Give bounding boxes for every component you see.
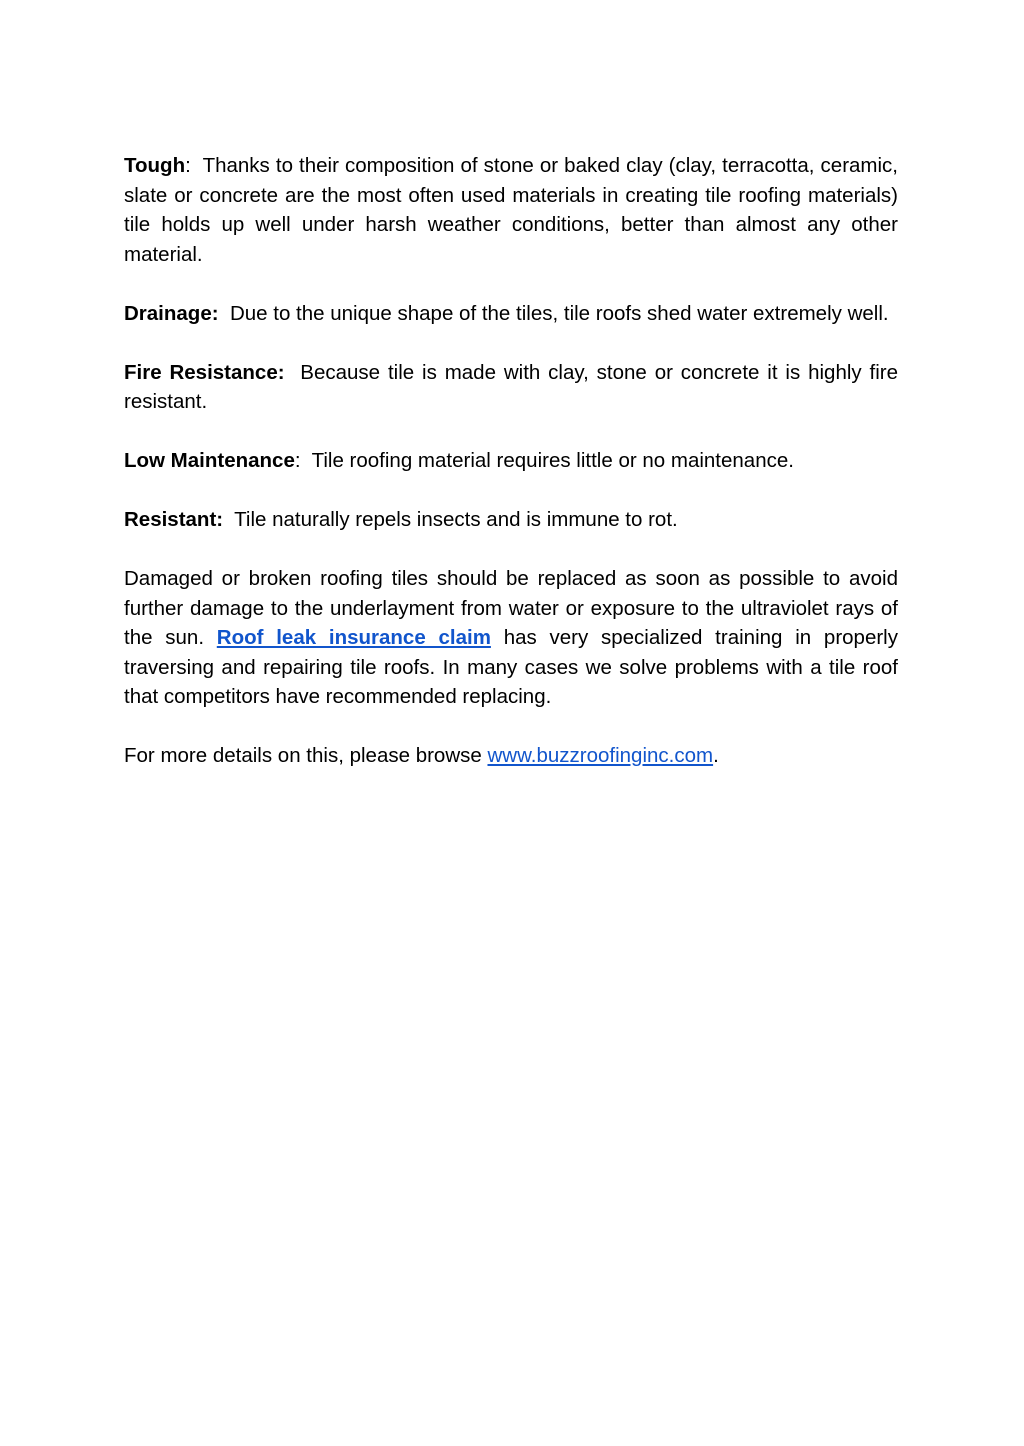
description-drainage: Due to the unique shape of the tiles, tile roofs shed water extremely well.	[218, 301, 889, 325]
description-resistant: Tile naturally repels insects and is immune to rot.	[223, 508, 678, 531]
text-after-link: has very specialized training in properly traversing and repairing tile roofs. In many cases we solve problems with a tile roof that competitors have recommended replacing.	[124, 626, 898, 708]
separator: :	[294, 449, 301, 472]
text-before-link: For more details on this, please browse	[124, 744, 488, 767]
description-fire-resistance: Because tile is made with clay, stone or concrete it is highly fire resistant.	[124, 360, 904, 413]
paragraph-resistant	[124, 505, 898, 535]
paragraph-fire-resistance	[124, 358, 904, 417]
term-drainage: Drainage:	[124, 301, 219, 325]
separator: :	[185, 154, 191, 177]
term-fire-resistance: Fire Resistance:	[124, 360, 285, 384]
term-low-maintenance: Low Maintenance	[124, 449, 295, 472]
roof-leak-insurance-claim-link[interactable]: Roof leak insurance claim	[216, 626, 491, 649]
paragraph-low-maintenance	[124, 446, 898, 476]
term-resistant: Resistant:	[124, 508, 224, 531]
term-tough: Tough	[124, 154, 186, 177]
text-after-link: .	[713, 744, 719, 767]
text-before-link: Damaged or broken roofing tiles should be replaced as soon as possible to avoid further damage to the underlayment from water or exposure to the ultraviolet rays of the sun.	[124, 567, 898, 649]
description-tough: Thanks to their composition of stone or baked clay (clay, terracotta, ceramic, slate or concrete are the most often used materials in creating tile roofing materials) tile holds up well under harsh weather conditions, better than almost any other material.	[124, 154, 904, 266]
paragraph-damaged-tiles	[124, 564, 898, 712]
paragraph-tough	[124, 151, 904, 269]
website-link[interactable]: www.buzzroofinginc.com	[487, 744, 714, 767]
paragraph-more-details	[124, 741, 898, 771]
description-low-maintenance: Tile roofing material requires little or no maintenance.	[300, 449, 794, 472]
document-page	[124, 151, 904, 800]
paragraph-drainage	[124, 299, 898, 329]
